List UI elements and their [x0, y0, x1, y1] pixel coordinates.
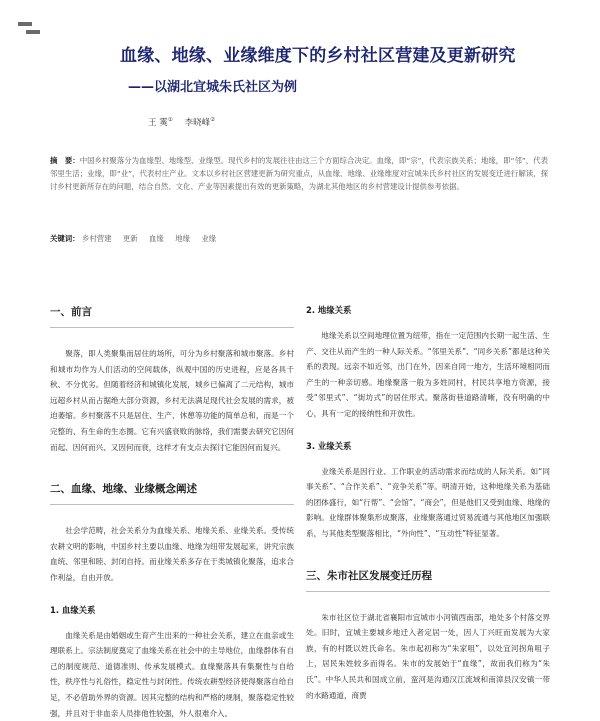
author-name-2: 李晓峰 [184, 118, 211, 128]
abstract-text: 中国乡村聚落分为血缘型、地缘型、业缘型。现代乡村的发展往往由这三个方面综合决定。血缘，即“宗”，代表宗族关系；地缘，即“邻”，代表邻里生活；业缘，即“业”，代表村庄产业。文本以乡村社区营建更新为研究重点，从血缘、地缘、业缘维度对宜城朱氏乡村社区的发展变迁进行解读，探讨乡村更新所存在的问题，结合自然、文化、产业等因素提出有效的更新策略，为湖北其他地区的乡村营建设计提供参考依据。 [50, 156, 548, 192]
corner-bar-top [18, 22, 32, 26]
section-heading-intro: 一、前言 [50, 302, 294, 322]
section-heading-history: 三、朱市社区发展变迁历程 [306, 566, 550, 586]
author-mark-1: ① [167, 117, 173, 124]
subsection-heading-blood: 1. 血缘关系 [50, 604, 96, 615]
keyword-item: 地缘 [175, 234, 190, 243]
subsection-heading-geo: 2. 地缘关系 [306, 305, 352, 315]
geo-paragraph: 地缘关系以空间地理位置为纽带，指在一定范围内长期一起生活、生产、交往从而产生的一种人际关系。“邻里关系”、“同乡关系”都是这种关系的表现。远亲不如近邻，出门在外，因来自同一地方，生活环境相同而产生的一种亲切感。地缘聚落一般为多姓同村，村民共享地方资源，接受“邻里式”、“街坊式”的居住形式。聚落街巷道路清晰，没有明确的中心，具有一定的接纳性和开放性。 [306, 331, 550, 418]
corner-decoration-icon [18, 22, 40, 38]
right-column [306, 302, 550, 703]
keyword-item: 血缘 [149, 234, 164, 243]
abstract [50, 154, 548, 194]
corner-bar-bottom [26, 30, 40, 34]
concepts-paragraph: 社会学范畴，社会关系分为血缘关系、地缘关系、业缘关系。受传统农耕文明的影响，中国乡村主要以血缘、地缘为纽带发展起来，讲究宗族血统、邻里和睦、封闭自持。而业缘关系多存在于类城镇化聚落，追求合作利益，自由开放。 [50, 526, 294, 582]
article-subtitle: ——以湖北宜城朱氏社区为例 [128, 80, 298, 95]
keyword-item: 业缘 [201, 234, 217, 243]
industry-paragraph: 业缘关系是因行业、工作职业的活动需求而结成的人际关系。如“同事关系”、“合作关系”、“竞争关系”等。明清开始，这种地缘关系为基础的团体盛行，如“行帮”、“会馆”、“商会”，但是他们又受到血缘、地缘的影响。业缘群体聚集形成聚落，业缘聚落通过贸易流通与其他地区加强联系，与其他类型聚落相比，“外向性”、“互动性”特征显著。 [306, 466, 550, 538]
title-block [120, 44, 560, 95]
subsection-heading-industry: 3. 业缘关系 [306, 440, 352, 451]
keyword-item: 更新 [122, 234, 138, 243]
blood-paragraph: 血缘关系是由婚姻或生育产生出来的一种社会关系，建立在血亲或生理联系上。宗法制度奠定了血缘关系在社会中的主导地位，血缘群体有自己的制度规范、道德准则、传承发展模式。血缘聚落具有集聚性与自给性，秩序性与礼俗性，稳定性与封闭性。传统农耕型经济使得聚落自给自足，不必借助外界的资源。因其完整的结构和严格的规制，聚落稳定性较强，并且对于非血亲人员排他性较强，外人很难介入。 [50, 630, 294, 718]
author-line [148, 116, 215, 128]
author-mark-2: ② [210, 117, 216, 124]
keyword-item: 乡村营建 [81, 234, 112, 243]
keywords [50, 233, 548, 244]
left-column [50, 302, 294, 721]
author-name-1: 王 霙 [148, 118, 168, 128]
keywords-label: 关键词： [50, 234, 80, 243]
abstract-label: 摘 要： [50, 156, 80, 165]
intro-paragraph: 聚落，即人类聚集而居住的场所，可分为乡村聚落和城市聚落。乡村和城市均作为人们活动的空间载体，纵观中国的历史进程，应是各具千秋、不分优劣。但随着经济和城镇化发展，城乡已偏离了二元结构，城市远超乡村从而占据绝大部分资源，乡村无法满足现代社会发展的需求，被迫萎缩。乡村聚落不只是居住、生产、休憩等功能的简单总和，而是一个完整的、有生命的生态圈。它有兴盛衰败的脉络，我们需要去研究它因何而起、因何而兴、又因何而衰，这样才有支点去探讨它能因何而复兴。 [50, 349, 294, 452]
article-title: 血缘、地缘、业缘维度下的乡村社区营建及更新研究 [120, 46, 516, 66]
section-heading-concepts: 二、血缘、地缘、业缘概念阐述 [50, 479, 294, 499]
history-paragraph: 朱市社区位于湖北省襄阳市宜城市小河镇西南部，地处多个村落交界处。旧时，宜城主要城乡地迁入者定居一处，因人丁兴旺而发展为大家族，有的村既以姓氏命名。朱市起初称为“朱家咀”，以处宜河拐角咀子上，居民朱姓较多而得名。朱市的发展始于“血缘”，故而我们称为“朱氏”。中华人民共和国成立前，蛮河是沟通汉江流域和南漳县汉安镇一带的水路通道，商贾 [306, 612, 550, 700]
